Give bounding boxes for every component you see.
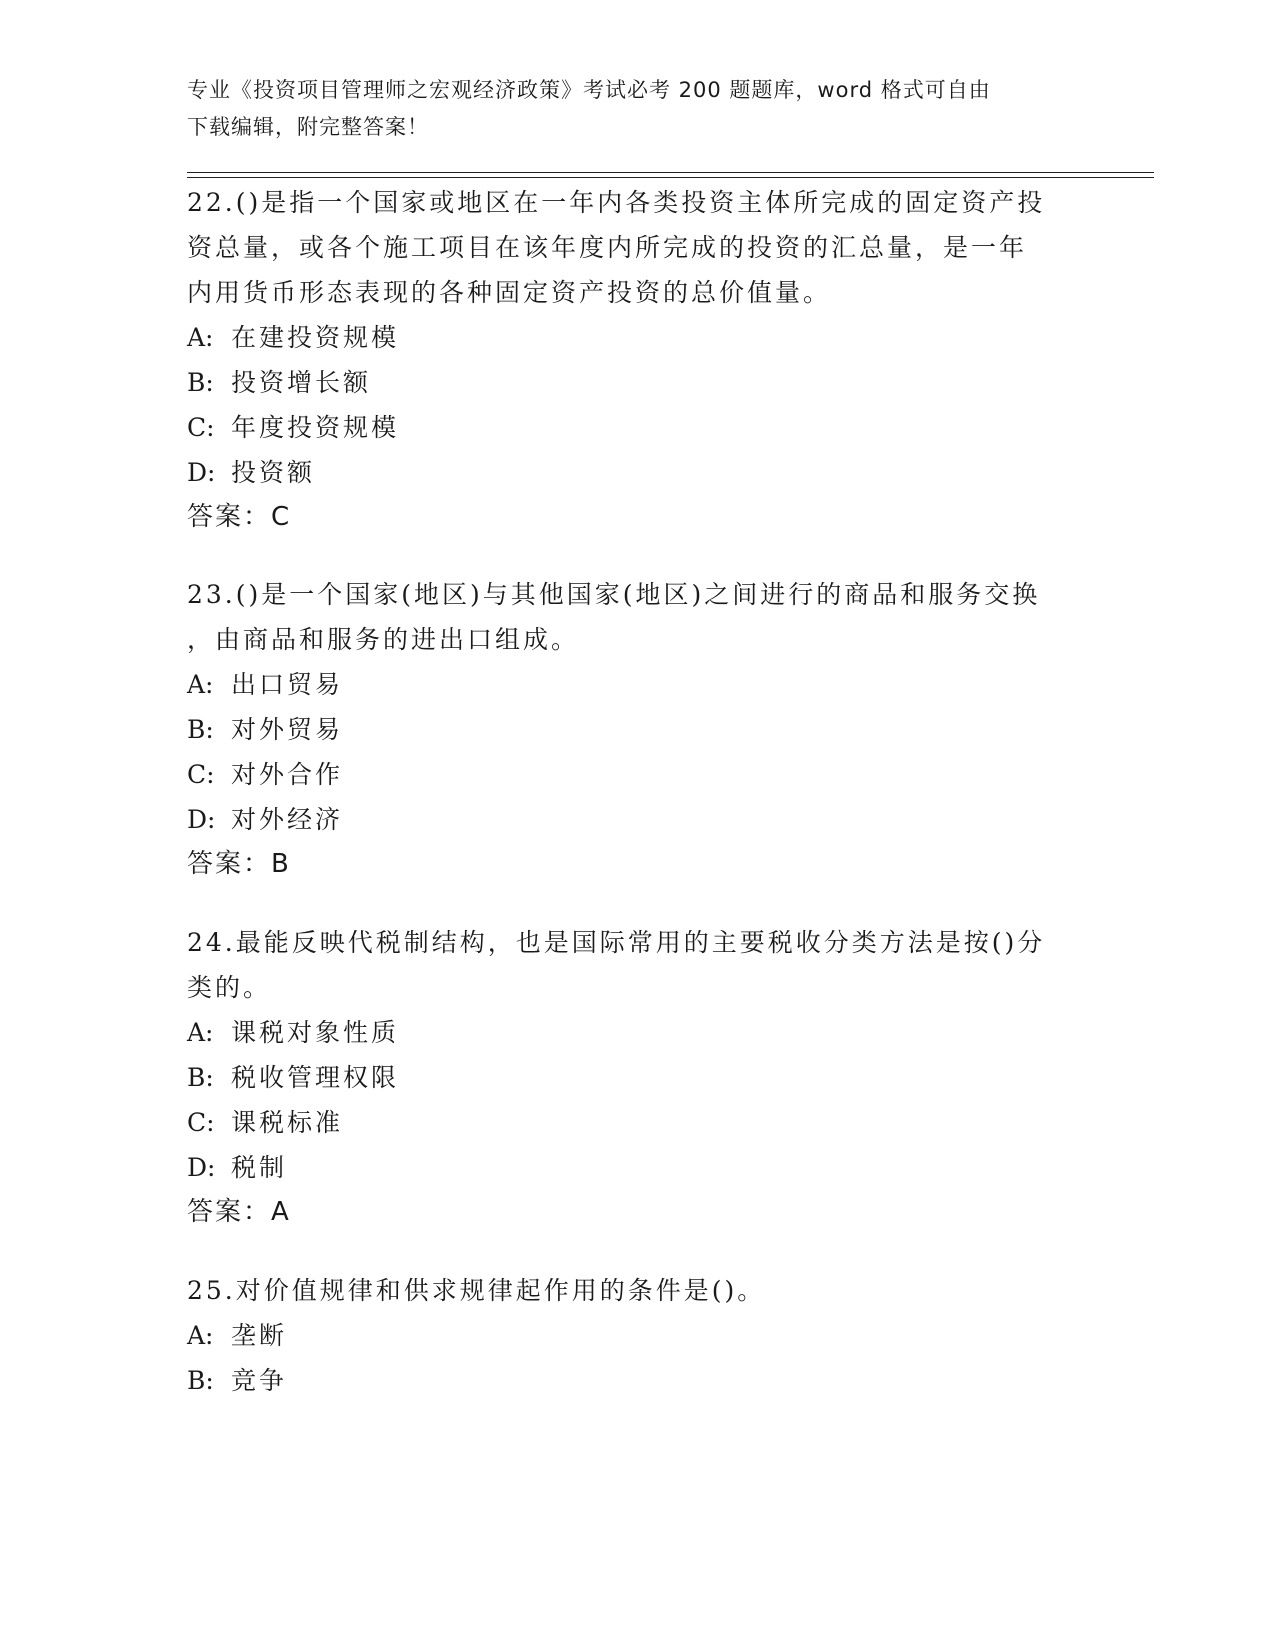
header-divider-top [187, 172, 1154, 173]
question-24 [187, 920, 1087, 1235]
option-d [187, 797, 1087, 842]
option-text: 竞争 [231, 1366, 288, 1395]
option-b [187, 1358, 1087, 1403]
option-a [187, 315, 1087, 360]
option-c [187, 405, 1087, 450]
option-b [187, 360, 1087, 405]
option-letter: C: [187, 413, 215, 442]
option-letter: C: [187, 1108, 215, 1137]
header-line-1: 专业《投资项目管理师之宏观经济政策》考试必考 200 题题库，word 格式可自由 [187, 78, 991, 102]
document-header [187, 72, 1067, 146]
option-letter: D: [187, 458, 216, 487]
option-letter: A: [187, 1018, 214, 1047]
option-text: 投资额 [231, 458, 316, 487]
question-stem-line: 类的。 [187, 973, 272, 1002]
header-line-2: 下载编辑，附完整答案！ [187, 115, 429, 139]
option-a [187, 1313, 1087, 1358]
question-25 [187, 1268, 1087, 1403]
option-text: 税制 [231, 1153, 288, 1182]
option-letter: A: [187, 1321, 214, 1350]
option-letter: D: [187, 805, 216, 834]
option-letter: D: [187, 1153, 216, 1182]
question-stem-line: 内用货币形态表现的各种固定资产投资的总价值量。 [187, 278, 832, 307]
option-text: 垄断 [231, 1321, 288, 1350]
question-23 [187, 572, 1087, 887]
option-text: 对外经济 [231, 805, 344, 834]
option-b [187, 707, 1087, 752]
option-letter: B: [187, 368, 214, 397]
question-22 [187, 180, 1087, 540]
option-text: 课税标准 [231, 1108, 344, 1137]
option-d [187, 1145, 1087, 1190]
option-letter: C: [187, 760, 215, 789]
question-stem-line: 资总量，或各个施工项目在该年度内所完成的投资的汇总量，是一年 [187, 233, 1028, 262]
option-text: 出口贸易 [231, 670, 344, 699]
answer: 答案：A [187, 1197, 291, 1227]
option-letter: B: [187, 715, 214, 744]
option-text: 年度投资规模 [231, 413, 400, 442]
header-divider-bottom [187, 177, 1154, 178]
option-text: 税收管理权限 [231, 1063, 400, 1092]
question-stem-line: ，由商品和服务的进出口组成。 [187, 625, 580, 654]
option-c [187, 752, 1087, 797]
option-letter: A: [187, 670, 214, 699]
option-letter: A: [187, 323, 214, 352]
question-stem-line: 24.最能反映代税制结构，也是国际常用的主要税收分类方法是按()分 [187, 928, 1046, 957]
option-text: 在建投资规模 [231, 323, 400, 352]
option-letter: B: [187, 1063, 214, 1092]
option-a [187, 1010, 1087, 1055]
answer: 答案：C [187, 502, 292, 532]
option-c [187, 1100, 1087, 1145]
option-text: 对外贸易 [231, 715, 344, 744]
option-text: 课税对象性质 [231, 1018, 400, 1047]
option-letter: B: [187, 1366, 214, 1395]
question-stem-line: 23.()是一个国家(地区)与其他国家(地区)之间进行的商品和服务交换 [187, 580, 1041, 609]
question-stem-line: 25.对价值规律和供求规律起作用的条件是()。 [187, 1276, 766, 1305]
question-stem-line: 22.()是指一个国家或地区在一年内各类投资主体所完成的固定资产投 [187, 188, 1046, 217]
option-text: 投资增长额 [231, 368, 372, 397]
option-text: 对外合作 [231, 760, 344, 789]
option-a [187, 662, 1087, 707]
option-d [187, 450, 1087, 495]
answer: 答案：B [187, 849, 291, 879]
option-b [187, 1055, 1087, 1100]
